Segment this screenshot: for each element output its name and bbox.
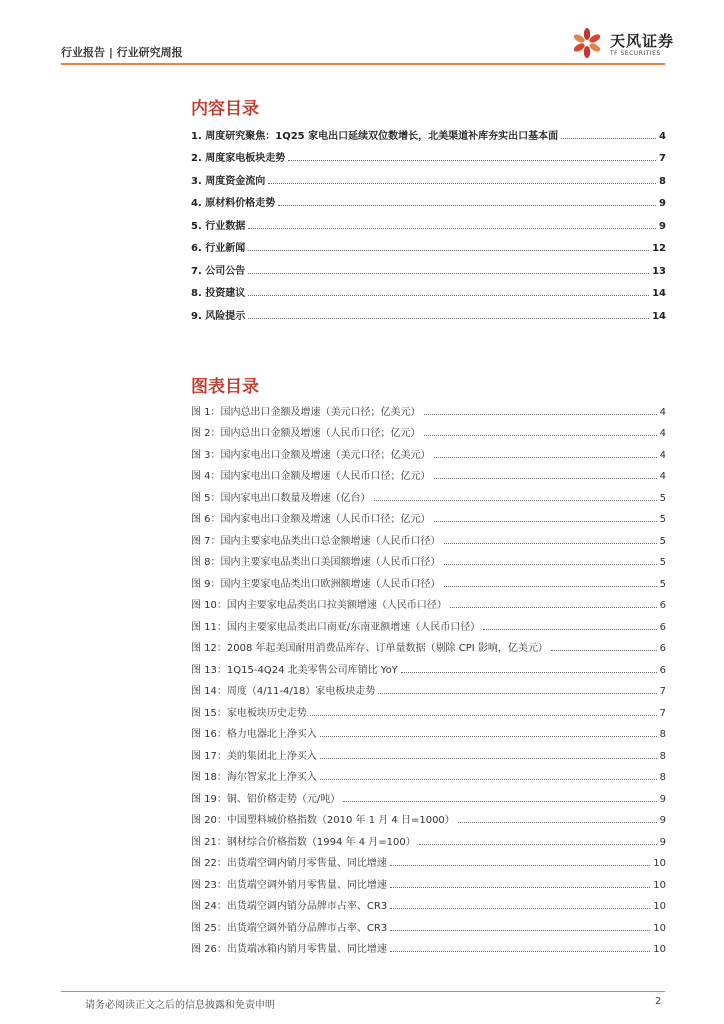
figure-item-label: 图 15：家电板块历史走势 [191, 707, 307, 719]
footer-disclaimer: 请务必阅读正文之后的信息披露和免责申明 [85, 1000, 275, 1011]
dot-leader [320, 779, 657, 780]
figure-item[interactable] [191, 697, 666, 719]
figure-item-page: 5 [659, 492, 666, 504]
dot-leader [278, 205, 656, 206]
figure-item-page: 5 [659, 557, 666, 568]
figure-item[interactable] [191, 676, 666, 698]
figure-item-label: 图 22：出货端空调内销月零售量、同比增速 [191, 858, 387, 869]
toc-item-page: 4 [659, 130, 666, 142]
figure-item-page: 9 [659, 836, 666, 848]
figure-item-page: 5 [659, 535, 666, 547]
dot-leader [434, 478, 657, 479]
toc-item-label: 8. 投资建议 [191, 288, 246, 299]
dot-leader [450, 607, 657, 608]
dot-leader [551, 650, 657, 651]
figure-item[interactable] [191, 891, 666, 913]
figure-item[interactable] [191, 396, 666, 418]
figure-item-label: 图 16：格力电器北上净买入 [191, 729, 317, 740]
figure-item-label: 图 23：出货端空调外销月零售量、同比增速 [191, 879, 387, 891]
figure-item[interactable] [191, 912, 666, 934]
figure-item-label: 图 2：国内总出口金额及增速（人民币口径；亿元） [191, 428, 421, 439]
figure-item-label: 图 11：国内主要家电品类出口南亚/东南亚额增速（人民币口径） [191, 621, 481, 633]
toc-item[interactable] [191, 187, 666, 210]
toc-item[interactable] [191, 299, 666, 322]
toc-item-page: 12 [652, 243, 666, 254]
figure-item-label: 图 5：国内家电出口数量及增速（亿台） [191, 492, 371, 504]
dot-leader [248, 318, 649, 319]
figure-item[interactable] [191, 547, 666, 569]
toc-item-label: 4. 原材料价格走势 [191, 198, 276, 209]
figure-item[interactable] [191, 869, 666, 891]
figure-item[interactable] [191, 740, 666, 762]
figure-item[interactable] [191, 826, 666, 848]
logo-name-cn: 天风证券 [610, 32, 675, 50]
dot-leader [483, 629, 656, 630]
dot-leader [561, 138, 656, 139]
figure-item[interactable] [191, 482, 666, 504]
toc-item-page: 13 [652, 265, 666, 277]
toc-list [191, 119, 666, 322]
figure-item[interactable] [191, 719, 666, 741]
figure-item-page: 8 [659, 772, 666, 783]
dot-leader [390, 887, 650, 888]
figure-item[interactable] [191, 783, 666, 805]
toc-item-page: 9 [659, 198, 666, 209]
dot-leader [248, 250, 649, 251]
figure-item-page: 7 [659, 686, 666, 697]
dot-leader [288, 160, 656, 161]
page-number: 2 [655, 996, 662, 1007]
toc-item-label: 3. 周度资金流向 [191, 175, 266, 187]
toc-item[interactable] [191, 142, 666, 165]
dot-leader [320, 736, 657, 737]
figure-item[interactable] [191, 525, 666, 547]
figure-item-label: 图 10：国内主要家电品类出口拉美额增速（人民币口径） [191, 600, 447, 611]
figure-item-label: 图 4：国内家电出口金额及增速（人民币口径；亿元） [191, 471, 431, 482]
figure-item-page: 5 [659, 578, 666, 590]
figure-item-label: 图 9：国内主要家电品类出口欧洲额增速（人民币口径） [191, 578, 441, 590]
figure-item-page: 8 [659, 729, 666, 740]
figure-item[interactable] [191, 439, 666, 461]
dot-leader [374, 500, 657, 501]
figure-item-label: 图 24：出货端空调内销分品牌市占率、CR3 [191, 901, 388, 912]
figure-item-label: 图 26：出货端冰箱内销月零售量、同比增速 [191, 944, 387, 955]
dot-leader [458, 822, 657, 823]
figure-item[interactable] [191, 611, 666, 633]
figure-item-page: 4 [659, 449, 666, 461]
figure-item-label: 图 25：出货端空调外销分品牌市占率、CR3 [191, 922, 388, 934]
figure-item-label: 图 17：美的集团北上净买入 [191, 750, 317, 762]
dot-leader [268, 183, 656, 184]
figure-item-page: 10 [653, 879, 666, 891]
dot-leader [424, 435, 657, 436]
logo-name-en: TF SECURITIES [610, 50, 661, 57]
figure-item[interactable] [191, 654, 666, 676]
toc-item[interactable] [191, 277, 666, 300]
toc-item-page: 14 [652, 310, 666, 322]
figure-item-page: 6 [659, 621, 666, 633]
figure-item[interactable] [191, 805, 666, 827]
toc-item-label: 9. 风险提示 [191, 310, 246, 322]
report-type-header: 行业报告 | 行业研究周报 [61, 46, 183, 59]
dot-leader [434, 457, 657, 458]
toc-item[interactable] [191, 232, 666, 255]
figure-item-label: 图 21：钢材综合价格指数（1994 年 4 月=100） [191, 836, 416, 848]
dot-leader [310, 715, 657, 716]
figure-list [191, 396, 666, 955]
figure-item-page: 4 [659, 406, 666, 418]
figure-item-label: 图 12：2008 年起美国耐用消费品库存、订单量数据（剔除 CPI 影响，亿美元） [191, 643, 548, 654]
dot-leader [320, 758, 657, 759]
toc-item-page: 9 [659, 220, 666, 232]
figure-item-label: 图 1：国内总出口金额及增速（美元口径；亿美元） [191, 406, 421, 418]
toc-item[interactable] [191, 119, 666, 142]
figure-item-page: 10 [653, 858, 666, 869]
dot-leader [378, 693, 656, 694]
figure-item[interactable] [191, 418, 666, 440]
figure-item-label: 图 13：1Q15-4Q24 北美零售公司库销比 YoY [191, 664, 398, 676]
toc-item-page: 7 [659, 153, 666, 164]
figure-item-label: 图 7：国内主要家电品类出口总金额增速（人民币口径） [191, 535, 441, 547]
figure-item-label: 图 19：铜、铝价格走势（元/吨） [191, 793, 341, 805]
figure-item-page: 6 [659, 664, 666, 676]
toc-item[interactable] [191, 209, 666, 232]
figure-item[interactable] [191, 633, 666, 655]
figure-item-label: 图 3：国内家电出口金额及增速（美元口径；亿美元） [191, 449, 431, 461]
figure-item-page: 10 [653, 922, 666, 934]
dot-leader [401, 672, 657, 673]
figure-item-page: 7 [659, 707, 666, 719]
figure-item-page: 10 [653, 944, 666, 955]
figure-item[interactable] [191, 568, 666, 590]
dot-leader [390, 908, 650, 909]
dot-leader [343, 801, 656, 802]
dot-leader [444, 543, 657, 544]
dot-leader [248, 273, 649, 274]
figure-item[interactable] [191, 934, 666, 956]
toc-item-label: 6. 行业新闻 [191, 243, 246, 254]
toc-item-page: 8 [659, 175, 666, 187]
dot-leader [248, 295, 649, 296]
toc-item-label: 1. 周度研究聚焦：1Q25 家电出口延续双位数增长，北美渠道补库夯实出口基本面 [191, 130, 559, 142]
dot-leader [390, 930, 650, 931]
toc-item[interactable] [191, 164, 666, 187]
figure-list-heading: 图表目录 [191, 377, 259, 397]
toc-item[interactable] [191, 254, 666, 277]
figure-item-page: 8 [659, 750, 666, 762]
figure-item-page: 4 [659, 428, 666, 439]
toc-item-label: 2. 周度家电板块走势 [191, 153, 286, 164]
footer-divider [61, 991, 665, 992]
dot-leader [390, 951, 650, 952]
figure-item-label: 图 18：海尔智家北上净买入 [191, 772, 317, 783]
header-divider [61, 63, 665, 65]
figure-item-label: 图 14：周度（4/11-4/18）家电板块走势 [191, 686, 376, 697]
toc-item-page: 14 [652, 288, 666, 299]
figure-item-label: 图 6：国内家电出口金额及增速（人民币口径；亿元） [191, 514, 431, 525]
figure-item-page: 5 [659, 514, 666, 525]
figure-item-label: 图 8：国内主要家电品类出口美国额增速（人民币口径） [191, 557, 441, 568]
figure-item[interactable] [191, 504, 666, 526]
toc-item-label: 7. 公司公告 [191, 265, 246, 277]
dot-leader [419, 844, 657, 845]
dot-leader [390, 865, 650, 866]
figure-item[interactable] [191, 848, 666, 870]
dot-leader [444, 586, 657, 587]
dot-leader [434, 521, 657, 522]
figure-item-page: 9 [659, 815, 666, 826]
toc-item-label: 5. 行业数据 [191, 220, 246, 232]
figure-item-page: 10 [653, 901, 666, 912]
dot-leader [424, 414, 657, 415]
figure-item-page: 6 [659, 600, 666, 611]
dot-leader [444, 564, 657, 565]
figure-item-page: 4 [659, 471, 666, 482]
figure-item-page: 6 [659, 643, 666, 654]
toc-heading: 内容目录 [191, 99, 259, 119]
figure-item[interactable] [191, 762, 666, 784]
figure-item-page: 9 [659, 793, 666, 805]
dot-leader [248, 228, 656, 229]
figure-item[interactable] [191, 590, 666, 612]
figure-item-label: 图 20：中国塑料城价格指数（2010 年 1 月 4 日=1000） [191, 815, 455, 826]
figure-item[interactable] [191, 461, 666, 483]
